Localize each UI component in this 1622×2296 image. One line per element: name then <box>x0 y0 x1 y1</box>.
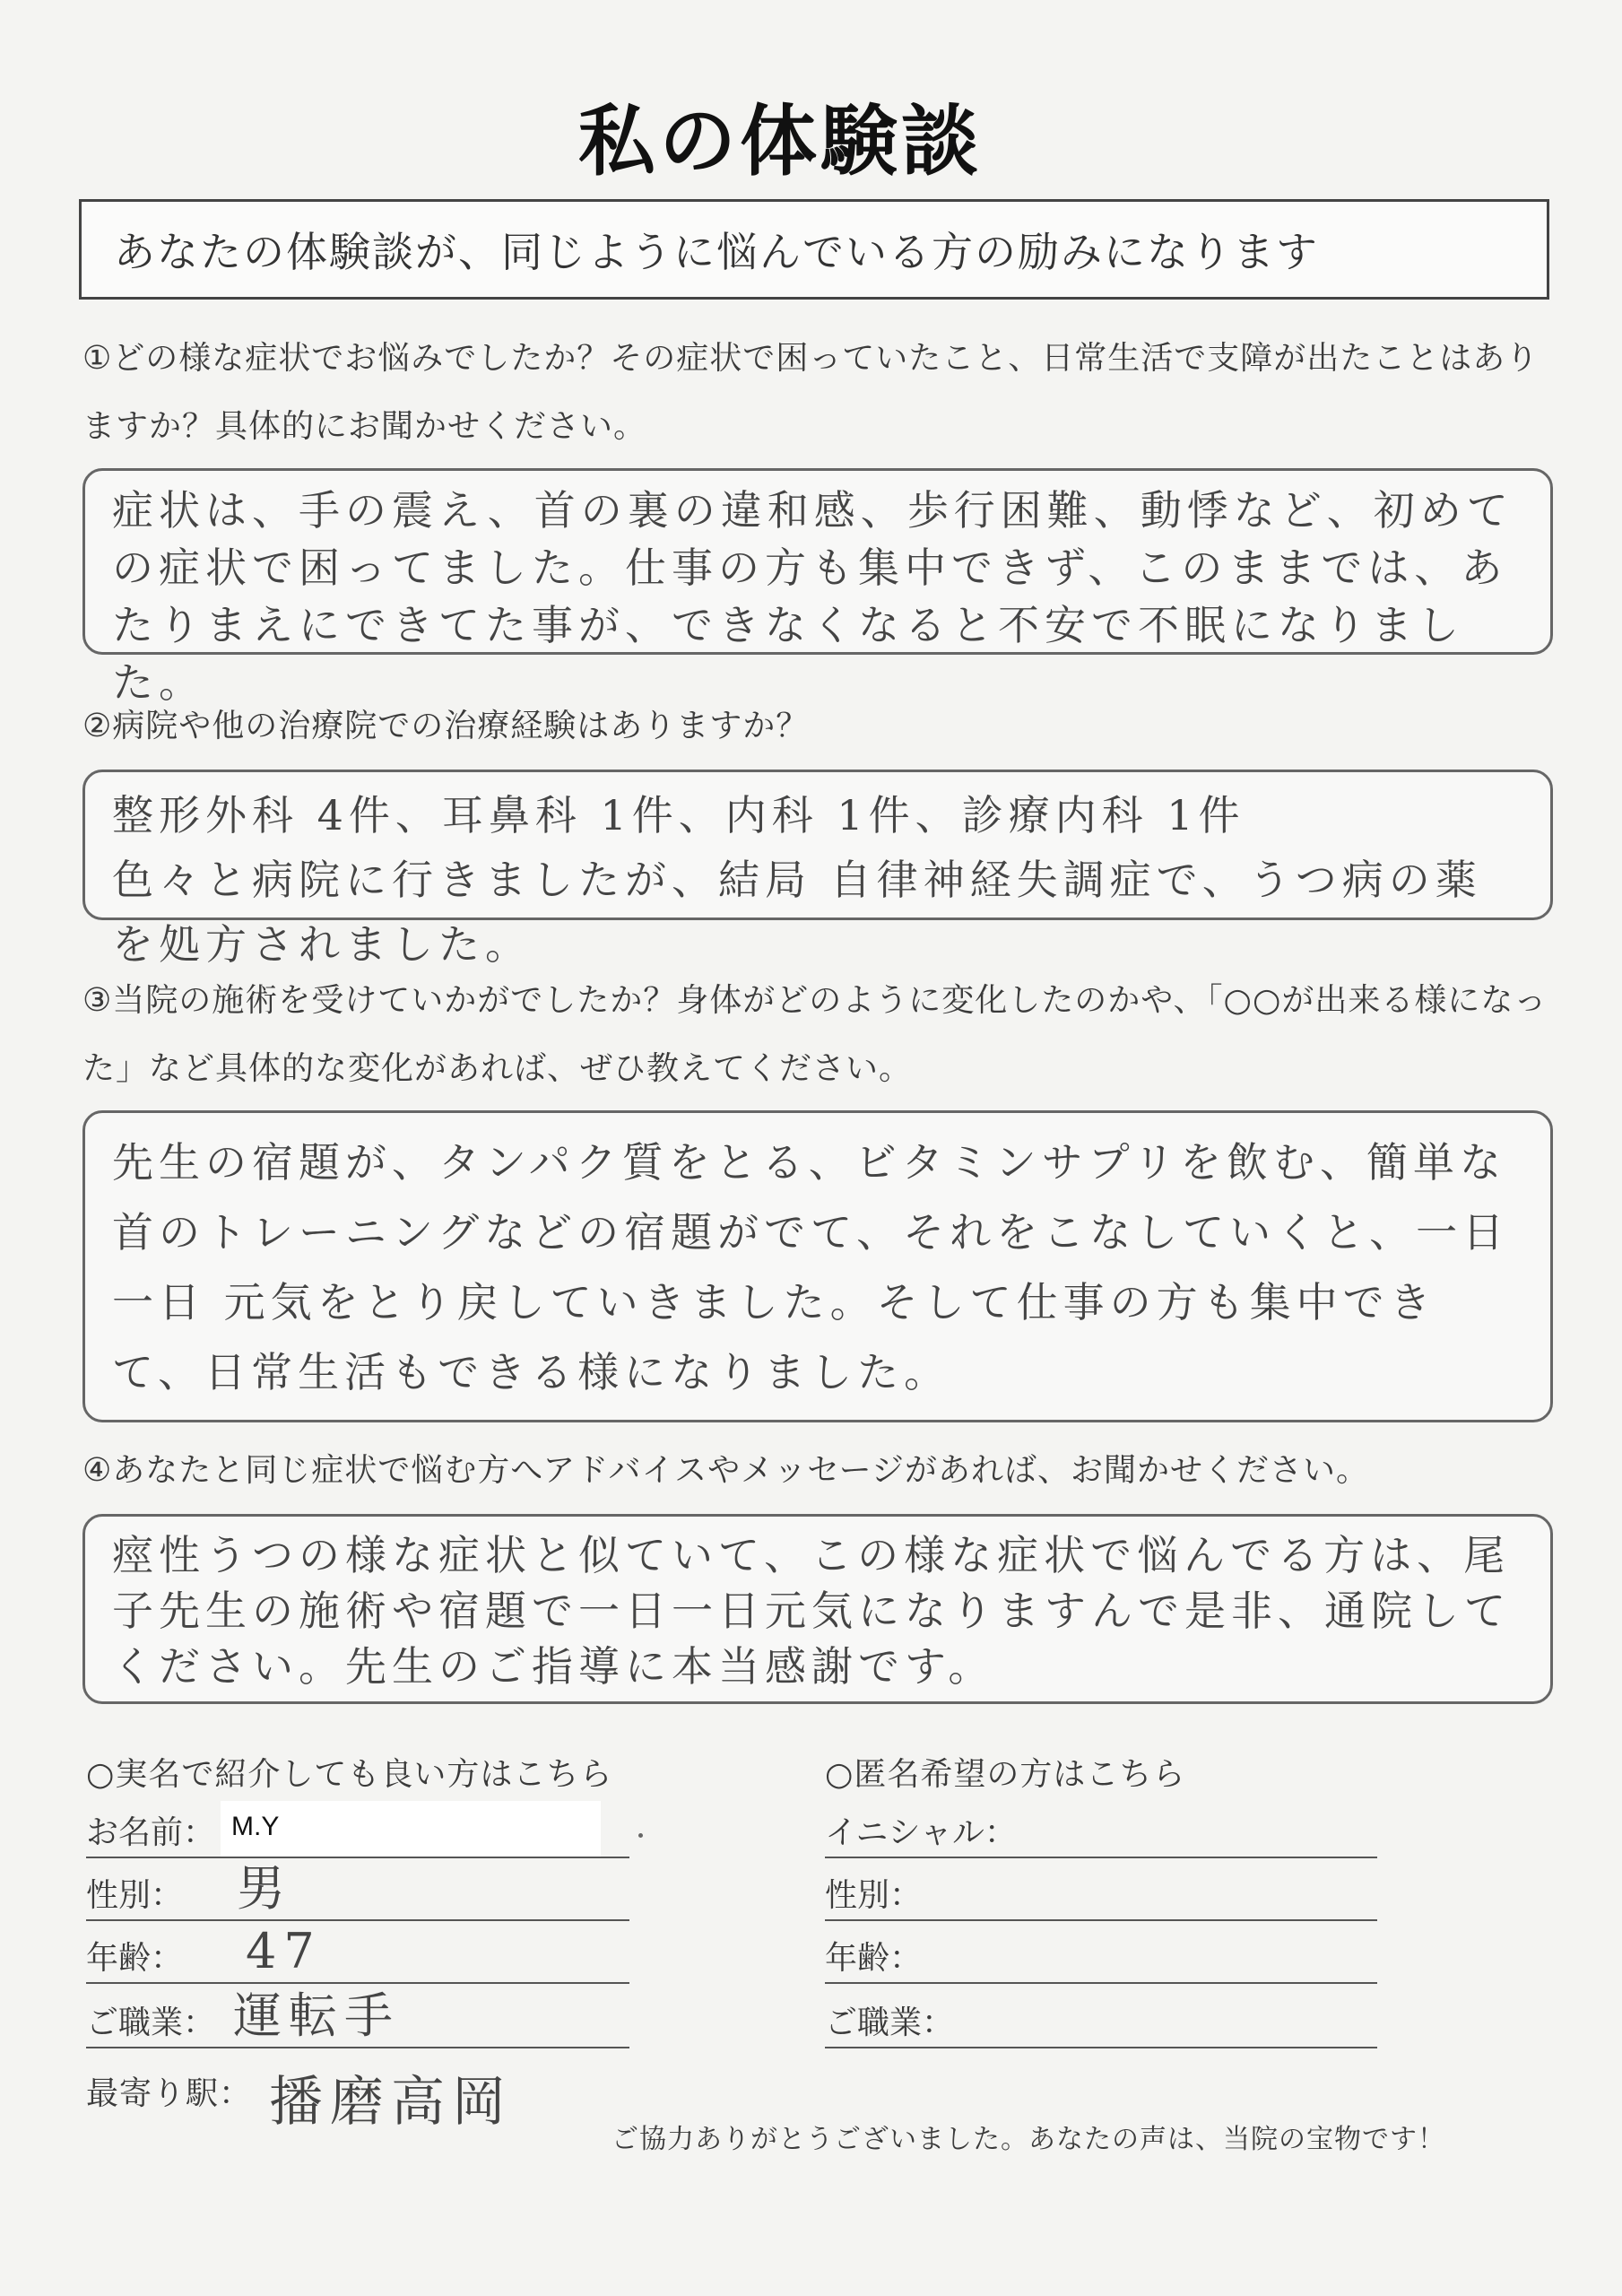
gender-field <box>86 1860 629 1921</box>
anon-gender-label: 性別： <box>825 1877 923 1914</box>
answer-box-2 <box>82 770 1553 969</box>
anon-age-field <box>825 1930 1377 1984</box>
answer-1-handwriting: 症状は、手の震え、首の裏の違和感、歩行困難、動悸など、初めての症状で困ってました。仕事の方も集中できず、このままでは、あたりまえにできてた事が、できなくなると不安で不眠になりました。 <box>112 486 1514 707</box>
anon-gender-field <box>825 1867 1377 1921</box>
job-field <box>86 1987 629 2048</box>
question-1: ①どの様な症状でお悩みでしたか？その症状で困っていたこと、日常生活で支障が出たことはありますか？具体的にお聞かせください。 <box>82 340 1540 445</box>
initial-field <box>825 1805 1377 1858</box>
initial-label: イニシャル： <box>825 1814 1017 1851</box>
question-2: ②病院や他の治療院での治療経験はありますか？ <box>82 708 810 744</box>
anon-job-field <box>825 1995 1377 2048</box>
stray-mark <box>638 1833 643 1838</box>
anon-job-label: ご職業： <box>825 2005 955 2041</box>
station-value: 播磨高岡 <box>269 2071 513 2134</box>
age-label: 年齢： <box>86 1940 184 1977</box>
anon-age-label: 年齢： <box>825 1940 923 1977</box>
question-3: ③当院の施術を受けていかがでしたか？身体がどのように変化したのかや、「○○が出来る様になった」など具体的な変化があれば、ぜひ教えてください。 <box>82 982 1548 1087</box>
answer-box-4 <box>82 1514 1553 1704</box>
answer-3-handwriting: 先生の宿題が、タンパク質をとる、ビタミンサプリを飲む、簡単な首のトレーニングなどの宿題がでて、それをこなしていくと、一日一日 元気をとり戻していきました。そして仕事の方も集中できて、日常生活もできる様になりました。 <box>112 1138 1510 1396</box>
age-field <box>86 1923 629 1984</box>
footer-thanks: ご協力ありがとうございました。あなたの声は、当院の宝物です！ <box>612 2124 1445 2155</box>
gender-value: 男 <box>237 1860 293 1917</box>
answer-box-1 <box>82 468 1553 707</box>
job-value: 運転手 <box>233 1987 401 2044</box>
name-label: お名前： <box>86 1814 216 1851</box>
answer-2-handwriting: 整形外科 4件、耳鼻科 1件、内科 1件、診療内科 1件 色々と病院に行きましたが、結局 自律神経失調症で、うつ病の薬を処方されました。 <box>112 791 1482 969</box>
gender-label: 性別： <box>86 1877 184 1914</box>
age-value: 47 <box>246 1923 322 1979</box>
answer-4-handwriting: 痙性うつの様な症状と似ていて、この様な症状で悩んでる方は、尾子先生の施術や宿題で一日一日元気になりますんで是非、通院してください。先生のご指導に本当感謝です。 <box>112 1531 1511 1691</box>
page-title: 私の体験談 <box>578 97 982 187</box>
anonymous-heading: ○匿名希望の方はこちら <box>825 1756 1186 1793</box>
job-label: ご職業： <box>86 2005 216 2041</box>
intro-banner-text: あなたの体験談が、同じように悩んでいる方の励みになります <box>114 228 1319 276</box>
name-value: M.Y <box>231 1812 280 1841</box>
question-4: ④あなたと同じ症状で悩む方へアドバイスやメッセージがあれば、お聞かせください。 <box>82 1452 1369 1489</box>
intro-banner <box>79 199 1549 300</box>
real-name-heading: ○実名で紹介しても良い方はこちら <box>86 1756 613 1793</box>
station-label: 最寄り駅： <box>86 2075 253 2112</box>
answer-box-3 <box>82 1110 1553 1422</box>
